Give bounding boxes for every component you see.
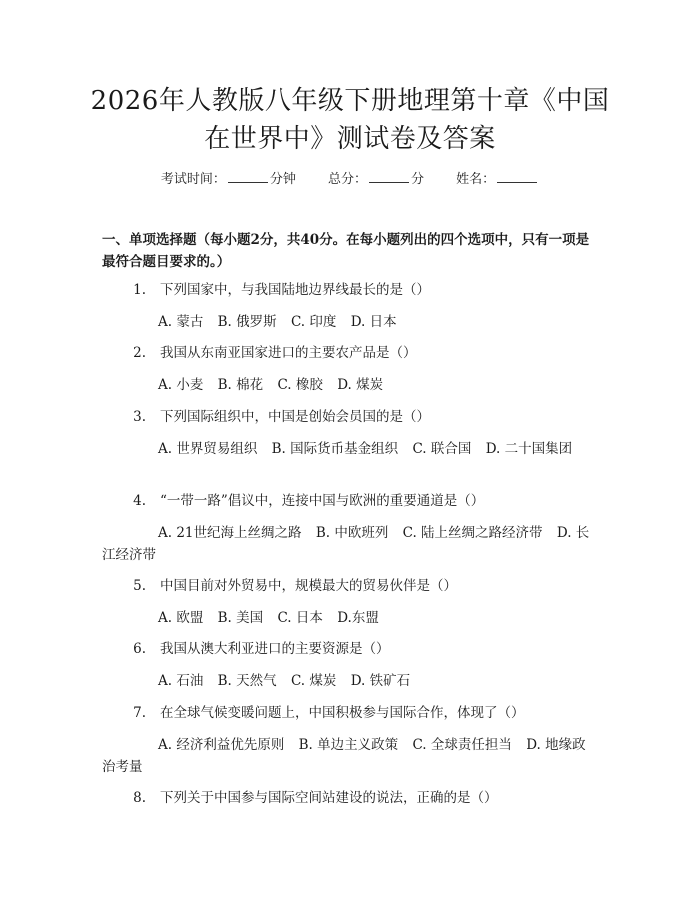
time-field: 考试时间： 分钟	[160, 172, 296, 187]
question-2-options	[102, 374, 598, 396]
question-4-options	[102, 522, 598, 566]
question-text: 下列国际组织中，中国是创始会员国的是（）	[160, 409, 430, 425]
option-c: C. 煤炭	[290, 673, 337, 689]
question-text: 我国从澳大利亚进口的主要资源是（）	[160, 641, 390, 657]
option-a: A. 小麦	[158, 377, 204, 393]
question-text: “一带一路”倡议中，连接中国与欧洲的重要通道是（）	[160, 493, 485, 509]
option-a: A. 经济利益优先原则	[158, 737, 285, 753]
question-5	[102, 575, 602, 597]
question-number: 7.	[133, 705, 146, 721]
option-b: B. 单边主义政策	[298, 737, 399, 753]
question-number: 4.	[133, 493, 146, 509]
question-2	[102, 342, 602, 364]
question-text: 中国目前对外贸易中，规模最大的贸易伙伴是（）	[160, 578, 457, 594]
question-number: 8.	[133, 790, 146, 806]
name-field: 姓名：	[456, 172, 539, 187]
option-b: B. 国际货币基金组织	[271, 441, 399, 457]
option-c: C. 印度	[290, 314, 337, 330]
question-3-options	[102, 438, 598, 460]
score-blank	[369, 170, 409, 183]
option-a: A. 世界贸易组织	[158, 441, 258, 457]
question-number: 3.	[133, 409, 146, 425]
section-heading: 一、单项选择题（每小题2分，共40分。在每小题列出的四个选项中，只有一项是最符合题目要求的。）	[102, 232, 590, 270]
question-1	[102, 279, 602, 301]
question-7-options	[102, 734, 598, 778]
option-c: C. 日本	[277, 610, 323, 626]
exam-meta	[0, 168, 700, 187]
question-1-options	[102, 311, 598, 333]
title-line-1: 2026年人教版八年级下册地理第十章《中国	[90, 86, 610, 116]
question-6-options	[102, 670, 598, 692]
question-4	[102, 490, 602, 512]
option-b: B. 中欧班列	[315, 525, 389, 541]
option-a: A. 21世纪海上丝绸之路	[158, 525, 302, 541]
question-5-options	[102, 607, 598, 629]
option-b: B. 棉花	[217, 377, 264, 393]
option-d: D. 煤炭	[337, 377, 384, 393]
option-d: D. 地缘政治考量	[102, 737, 586, 775]
question-text: 下列国家中，与我国陆地边界线最长的是（）	[160, 282, 430, 298]
option-a: A. 蒙古	[158, 314, 204, 330]
question-6	[102, 638, 602, 660]
question-text: 我国从东南亚国家进口的主要农产品是（）	[160, 345, 417, 361]
title-line-2: 在世界中》测试卷及答案	[204, 124, 496, 154]
option-a: A. 石油	[158, 673, 204, 689]
question-number: 5.	[133, 578, 146, 594]
question-3	[102, 406, 602, 428]
page-title	[0, 82, 700, 158]
option-a: A. 欧盟	[158, 610, 204, 626]
name-blank	[497, 170, 537, 183]
option-d: D. 日本	[350, 314, 397, 330]
option-b: B. 美国	[217, 610, 264, 626]
question-text: 在全球气候变暖问题上，中国积极参与国际合作，体现了（）	[160, 705, 525, 721]
option-c: C. 全球责任担当	[412, 737, 512, 753]
score-field: 总分： 分	[327, 172, 425, 187]
option-c: C. 联合国	[412, 441, 472, 457]
question-number: 6.	[133, 641, 146, 657]
option-c: C. 橡胶	[277, 377, 323, 393]
question-text: 下列关于中国参与国际空间站建设的说法，正确的是（）	[160, 790, 498, 806]
option-d: D. 铁矿石	[350, 673, 411, 689]
option-b: B. 俄罗斯	[217, 314, 277, 330]
question-number: 1.	[133, 282, 146, 298]
option-d: D. 二十国集团	[485, 441, 573, 457]
option-c: C. 陆上丝绸之路经济带	[402, 525, 543, 541]
option-d: D.东盟	[337, 610, 379, 626]
question-7	[102, 702, 602, 724]
question-number: 2.	[133, 345, 146, 361]
time-blank	[228, 170, 268, 183]
question-8	[102, 787, 602, 809]
option-b: B. 天然气	[217, 673, 277, 689]
option-d: D. 长江经济带	[102, 525, 590, 563]
